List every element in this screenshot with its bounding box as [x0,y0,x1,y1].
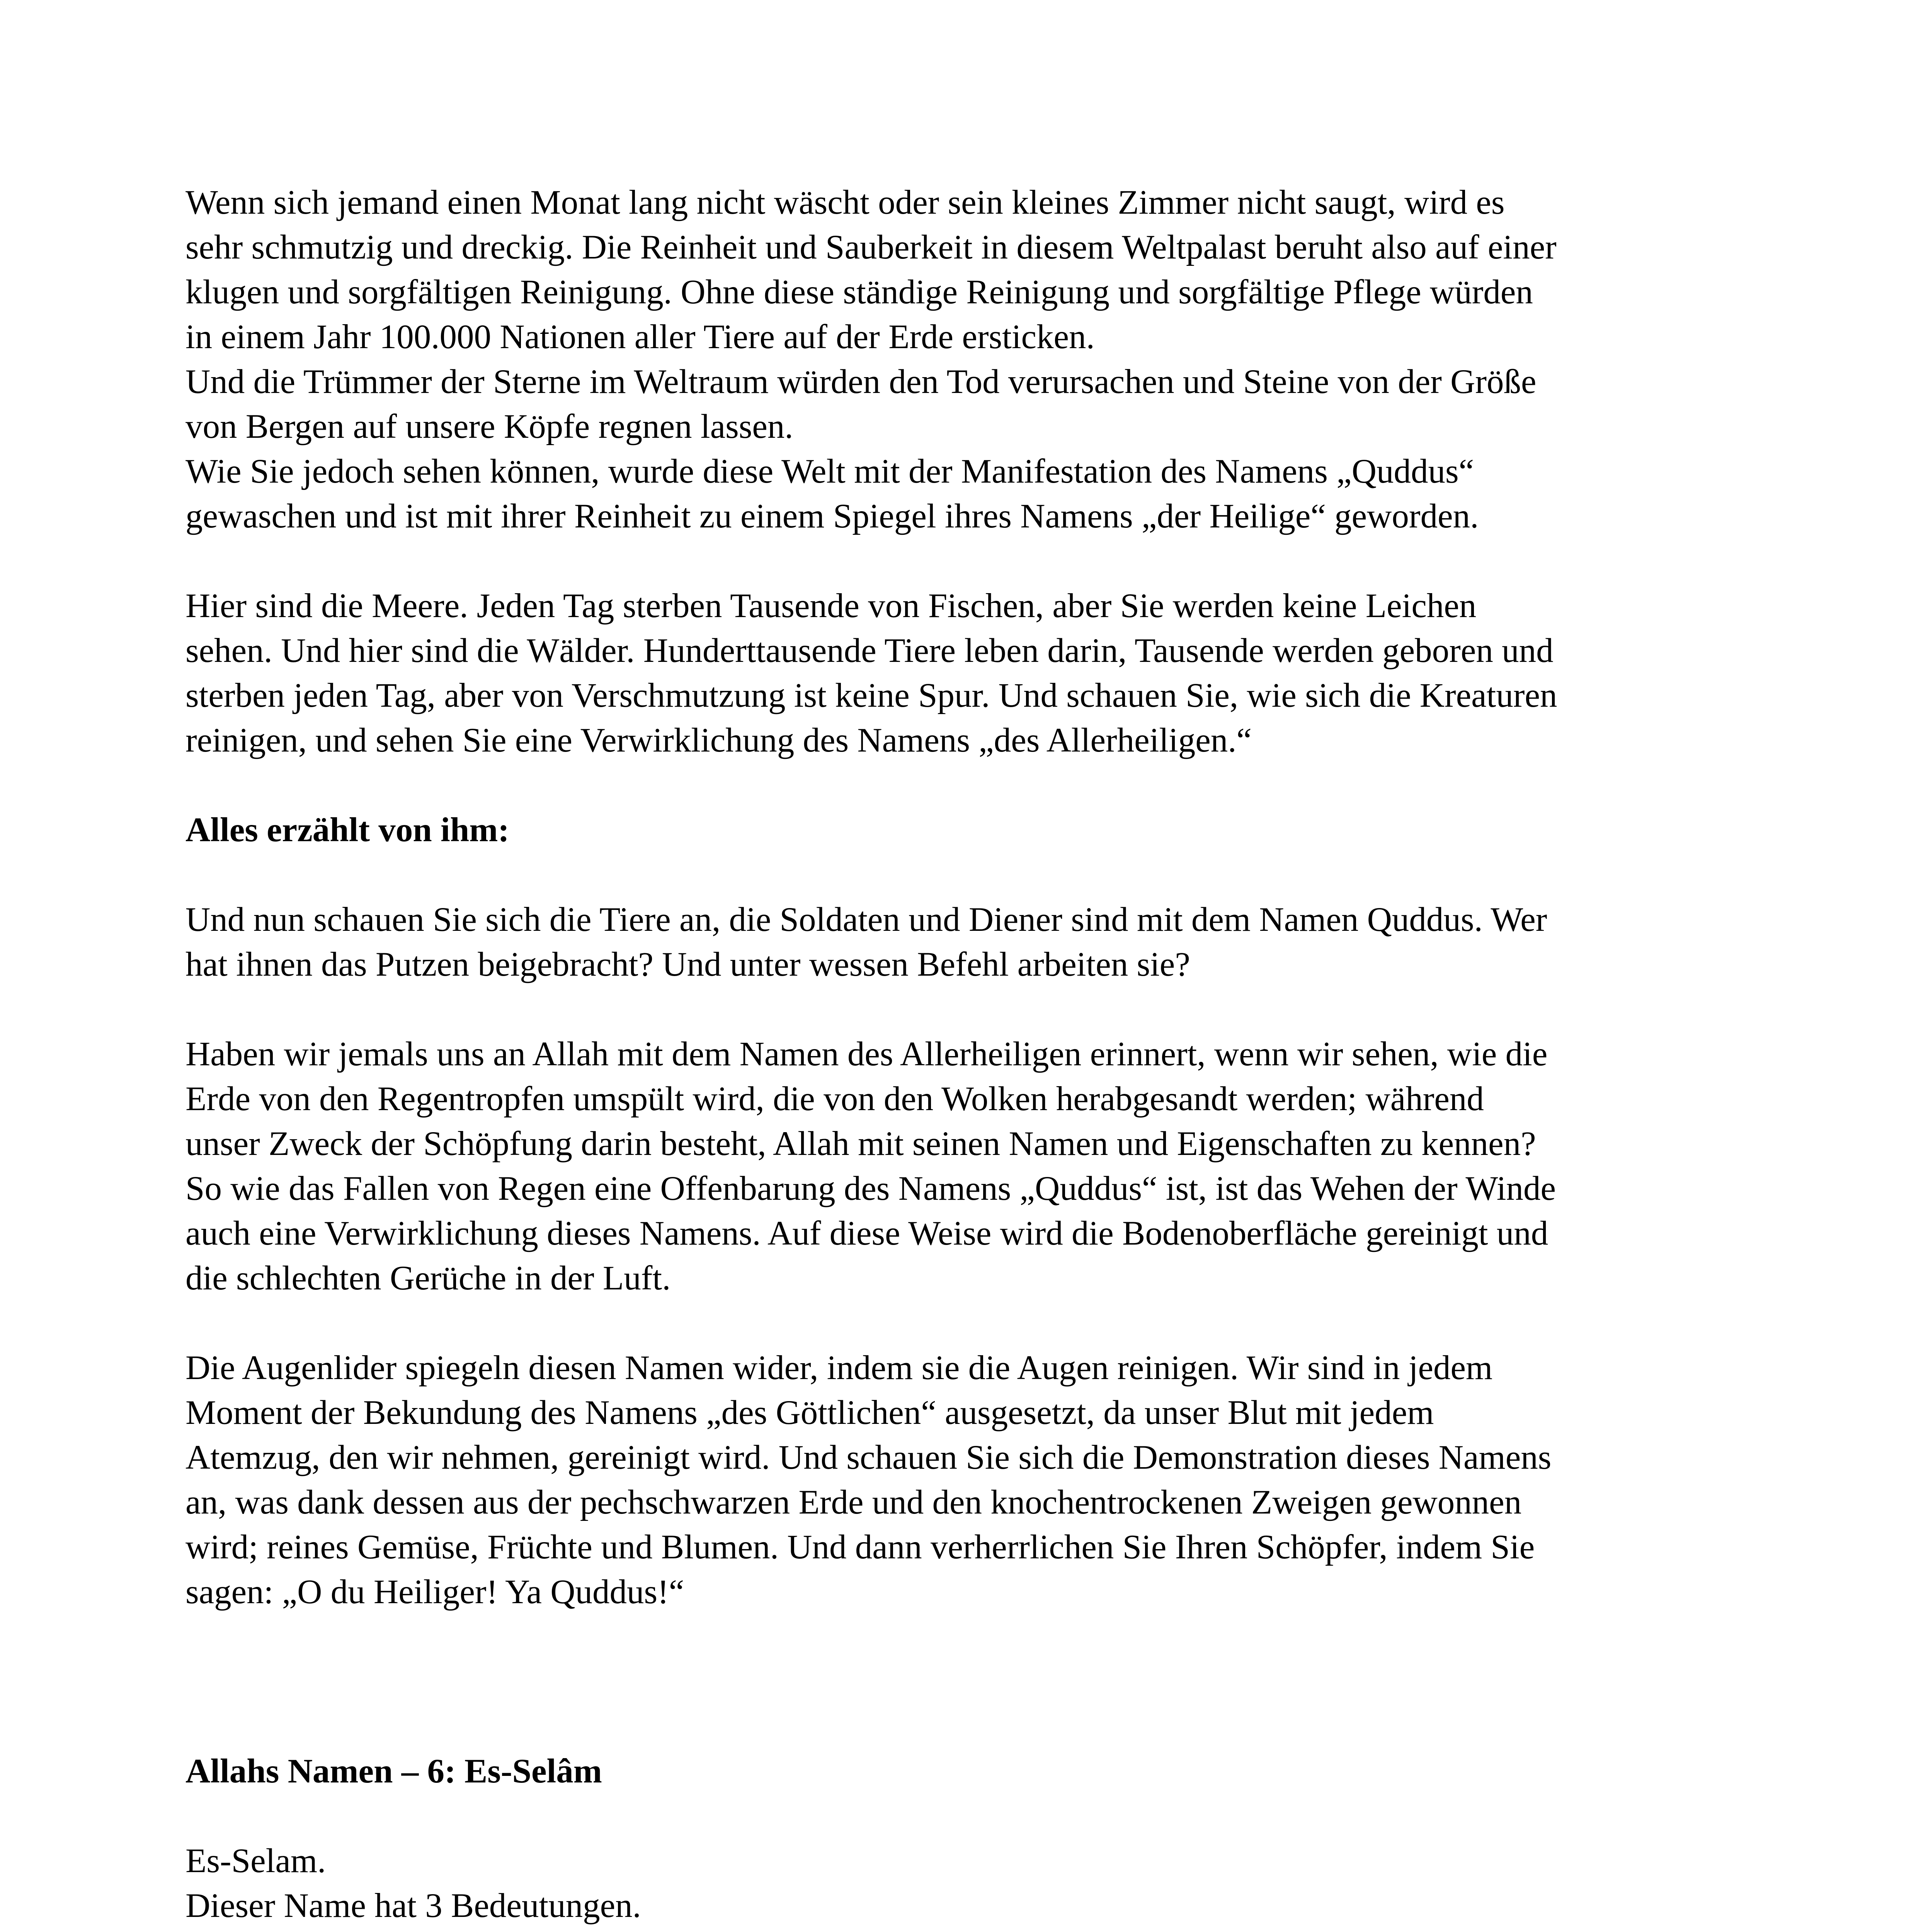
text-line: wird; reines Gemüse, Früchte und Blumen. Und dann verherrlichen Sie Ihren Schöpfer, indem Sie [185,1528,1535,1566]
text-line: von Bergen auf unsere Köpfe regnen lassen. [185,408,793,446]
text-line: Moment der Bekundung des Namens „des Göttlichen“ ausgesetzt, da unser Blut mit jedem [185,1394,1434,1432]
text-line: gewaschen und ist mit ihrer Reinheit zu einem Spiegel ihres Namens „der Heilige“ geworden. [185,497,1479,535]
text-line: sagen: „O du Heiliger! Ya Quddus!“ [185,1573,684,1611]
text-line: die schlechten Gerüche in der Luft. [185,1259,671,1297]
text-line: Atemzug, den wir nehmen, gereinigt wird. Und schauen Sie sich die Demonstration dieses Namens [185,1439,1552,1476]
text-line: hat ihnen das Putzen beigebracht? Und unter wessen Befehl arbeiten sie? [185,946,1190,983]
text-line: in einem Jahr 100.000 Nationen aller Tiere auf der Erde ersticken. [185,318,1095,356]
text-line: Es-Selam. [185,1842,326,1880]
paragraph-meere [185,583,1731,763]
text-line: Und die Trümmer der Sterne im Weltraum würden den Tod verursachen und Steine von der Größe [185,363,1537,401]
text-line: Haben wir jemals uns an Allah mit dem Namen des Allerheiligen erinnert, wenn wir sehen, wie die [185,1035,1548,1073]
text-line: Erde von den Regentropfen umspült wird, die von den Wolken herabgesandt werden; während [185,1080,1484,1118]
paragraph-reinigung [185,180,1731,539]
paragraph-regen [185,1032,1731,1301]
text-line: sehr schmutzig und dreckig. Die Reinheit und Sauberkeit in diesem Weltpalast beruht also auf einer [185,228,1557,266]
text-line: Und nun schauen Sie sich die Tiere an, die Soldaten und Diener sind mit dem Namen Quddus. Wer [185,901,1547,939]
section-heading: Alles erzählt von ihm: [185,811,509,849]
text-line: So wie das Fallen von Regen eine Offenbarung des Namens „Quddus“ ist, ist das Wehen der Winde [185,1170,1556,1208]
text-line: unser Zweck der Schöpfung darin besteht, Allah mit seinen Namen und Eigenschaften zu kennen? [185,1125,1536,1163]
paragraph-augenlider [185,1345,1731,1614]
text-line: Dieser Name hat 3 Bedeutungen. [185,1887,641,1925]
text-line: Hier sind die Meere. Jeden Tag sterben Tausende von Fischen, aber Sie werden keine Leichen [185,587,1477,625]
text-line: an, was dank dessen aus der pechschwarzen Erde und den knochentrockenen Zweigen gewonnen [185,1483,1522,1521]
text-line: sterben jeden Tag, aber von Verschmutzung ist keine Spur. Und schauen Sie, wie sich die Kreaturen [185,677,1557,714]
text-line: sehen. Und hier sind die Wälder. Hunderttausende Tiere leben darin, Tausende werden geboren und [185,632,1554,670]
paragraph-es-selam [185,1838,1731,1928]
text-line: klugen und sorgfältigen Reinigung. Ohne diese ständige Reinigung und sorgfältige Pflege würden [185,273,1533,311]
text-line: Wie Sie jedoch sehen können, wurde diese Welt mit der Manifestation des Namens „Quddus“ [185,452,1474,490]
paragraph-tiere [185,897,1731,987]
text-line: Wenn sich jemand einen Monat lang nicht wäscht oder sein kleines Zimmer nicht saugt, wird es [185,184,1505,221]
chapter-heading: Allahs Namen – 6: Es-Selâm [185,1752,602,1790]
text-line: auch eine Verwirklichung dieses Namens. Auf diese Weise wird die Bodenoberfläche gereinigt und [185,1214,1548,1252]
text-line: Die Augenlider spiegeln diesen Namen wider, indem sie die Augen reinigen. Wir sind in jedem [185,1349,1493,1387]
text-line: reinigen, und sehen Sie eine Verwirklichung des Namens „des Allerheiligen.“ [185,721,1252,759]
